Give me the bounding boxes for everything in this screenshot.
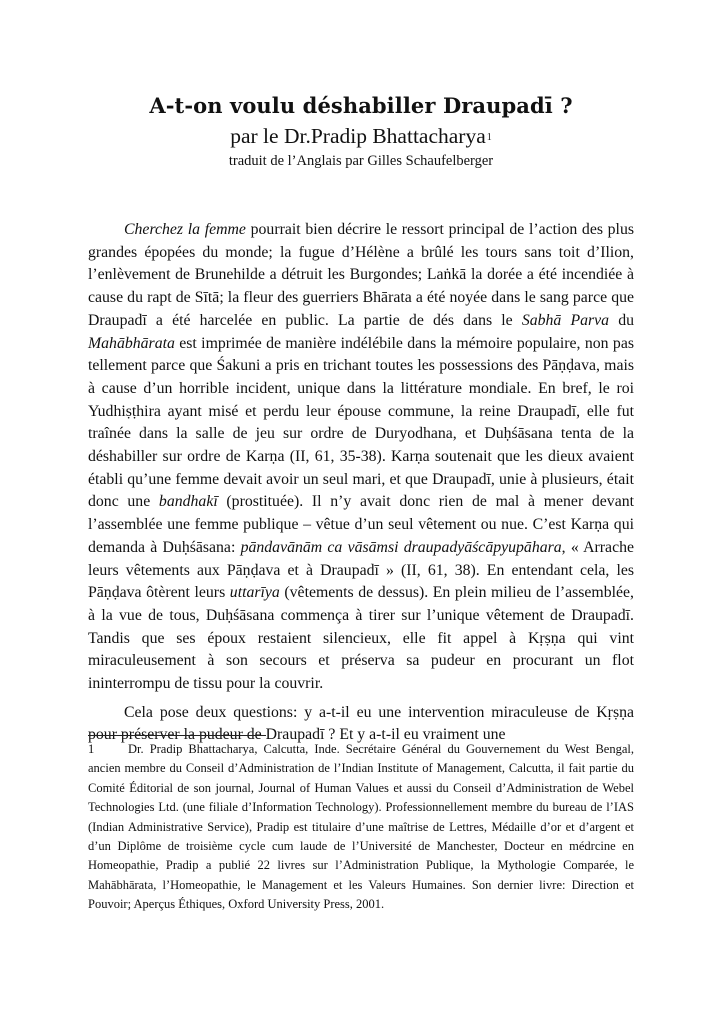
body-text: du (609, 311, 635, 329)
footnote-text: Dr. Pradip Bhattacharya, Calcutta, Inde. Secrétaire Général du Gouvernement du West Bengal, ancien membre du Conseil d’Administration de l’Indian Institute of Management, Calcutta, il fait partie du Comité Éditorial de son journal, Journal of Human Values et aussi du Conseil d’Administration de Webel Technologies Ltd. (une filiale d’Information Technology). Professionnellement membre du bureau de l’IAS (Indian Administrative Service), Pradip est titulaire d’une maîtrise de Lettres, Médaille d’or et d’argent et d’un Diplôme de troisième cycle cum laude de l’Université de Manchester, Docteur en médrcine en Homeopathie, Pradip a publié 22 livres sur l’Administration Publique, la Mythologie Comparée, le Mahābhārata, l’Homeopathie, le Management et les Valeurs Humaines. Son dernier livre: Direction et Pouvoir; Aperçus Éthiques, Oxford University Press, 2001. (88, 742, 634, 912)
emphasis-text: bandhakī (158, 493, 218, 511)
footnote-reference[interactable]: 1 (486, 132, 492, 143)
footnote-separator (88, 735, 266, 736)
body-text: pourrait bien décrire le ressort principal de l’action des plus grandes épopées du monde; la fugue d’Hélène a brûlé les tours sans toit d’Ilion, l’enlèvement de Brunehilde a détruit les Burgondes; Laṅkā la dorée a été incendiée à cause du rapt de Sītā; la fleur des guerriers Bhārata a été noyée dans le sang parce que Draupadī a été harcelée en public. La partie de dés dans le (88, 221, 634, 329)
paragraph-1 (88, 219, 634, 696)
author-name: par le Dr.Pradip Bhattacharya (230, 124, 486, 148)
footnote-number: 1 (88, 742, 95, 756)
translator-line: traduit de l’Anglais par Gilles Schaufelberger (228, 153, 494, 169)
footnote (88, 740, 634, 915)
emphasis-text: pāndavānām ca vāsāmsi draupadyāścāpyupāhara (240, 538, 562, 556)
body-text: , « Arrache leurs vêtements aux Pāṇḍava et à Draupadī » (II, 61, 38). En entendant cela, les Pāṇḍava ôtèrent leurs (88, 538, 634, 602)
body-text: (vêtements de dessus). En plein milieu de l’assemblée, à la vue de tous, Duḥśāsana commença à tirer sur l’unique vêtement de Draupadī. Tandis que ses époux restaient silencieux, elle fit appel à Kṛṣṇa qui vint miraculeusement à son secours et préserva sa pudeur en procurant un flot ininterrompu de tissu pour la couvrir. (88, 584, 634, 693)
body-text: (prostituée). Il n’y avait donc rien de mal à mener devant l’assemblée une femme publique – vêtue d’un seul vêtement ou nue. C’est Karṇa qui demanda à Duḥśāsana: (88, 493, 635, 556)
emphasis-text: Cherchez la femme (124, 221, 246, 238)
body-text: est imprimée de manière indélébile dans la mémoire populaire, non pas tellement parce que Śakuni a pris en trichant toutes les possessions des Pāṇḍava, mais à cause d’un horrible incident, unique dans la littérature mondiale. En bref, le roi Yudhiṣṭhira ayant misé et perdu leur épouse commune, la reine Draupadī, elle fut traînée dans la salle de jeu sur ordre de Duryodhana, et Duḥśāsana tenta de la déshabiller sur ordre de Karṇa (II, 61, 35-38). Karṇa soutenait que les dieux avaient établi qu’une femme devait avoir un seul mari, et que Draupadī, unie à plusieurs, était donc une (88, 334, 634, 511)
emphasis-text: uttarīya (229, 584, 280, 602)
emphasis-text: Sabhā Parva (521, 311, 610, 329)
article-body (88, 219, 634, 747)
emphasis-text: Mahābhārata (88, 334, 175, 352)
article-title: A-t-on voulu déshabiller Draupadī ? (149, 93, 573, 118)
author-line (0, 124, 722, 149)
paragraph-2: Cela pose deux questions: y a-t-il eu une intervention miraculeuse de Kṛṣṇa pour préserver la pudeur de Draupadī ? Et y a-t-il eu vraiment une (88, 703, 634, 744)
